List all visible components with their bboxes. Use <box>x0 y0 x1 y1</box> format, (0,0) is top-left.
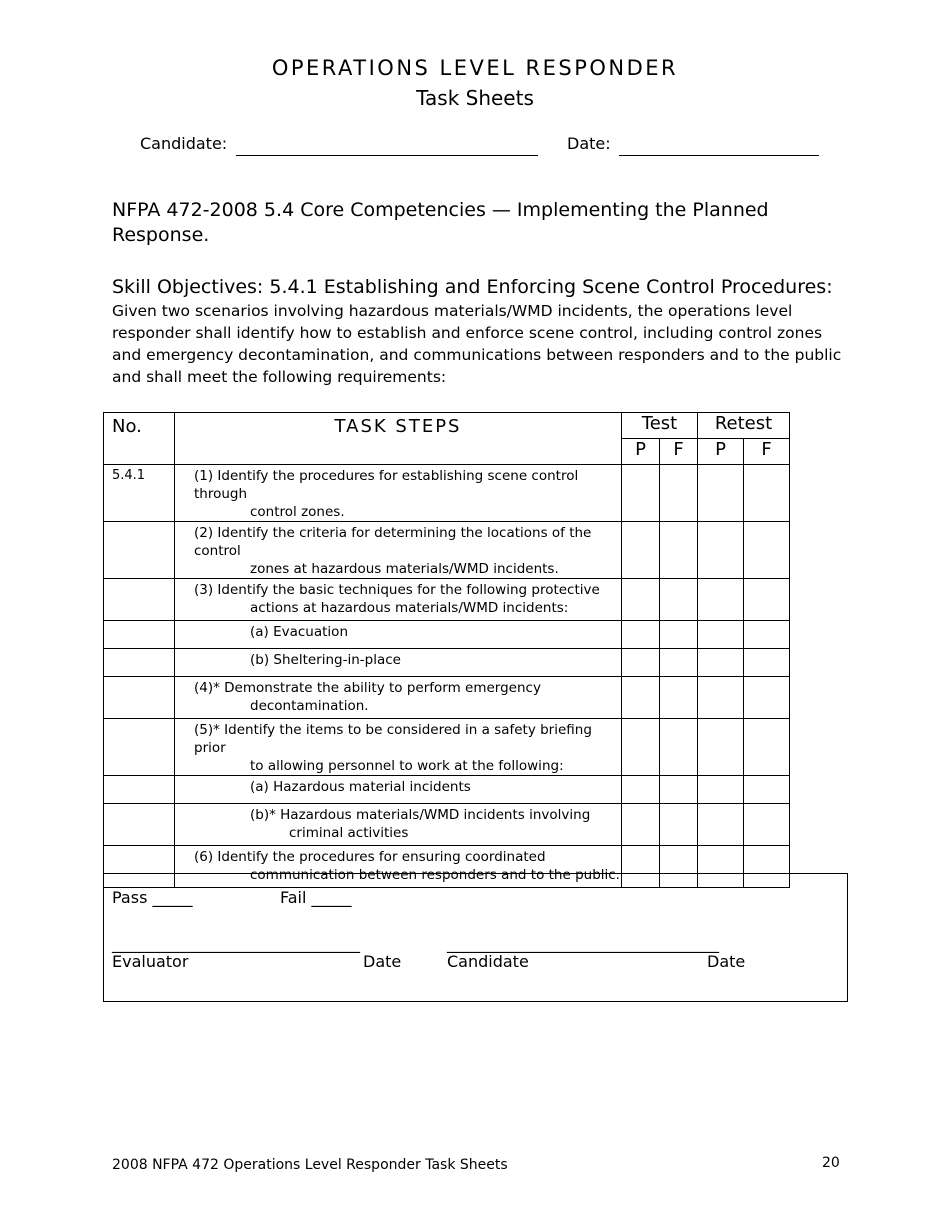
candidate-field[interactable] <box>236 155 538 156</box>
test-pass-cell[interactable] <box>622 776 660 804</box>
test-pass-cell[interactable] <box>622 649 660 677</box>
evaluator-signature-line[interactable]: _______________________________ <box>112 934 360 953</box>
page-subtitle: Task Sheets <box>416 86 534 110</box>
col-header-task-steps: TASK STEPS <box>175 413 622 465</box>
table-row <box>104 621 790 649</box>
table-row <box>104 649 790 677</box>
retest-fail-cell[interactable] <box>744 776 790 804</box>
test-pass-cell[interactable] <box>622 522 660 579</box>
retest-pass-cell[interactable] <box>698 522 744 579</box>
col-header-no: No. <box>104 413 175 465</box>
table-row <box>104 804 790 846</box>
step-number: 5.4.1 <box>104 465 175 522</box>
table-row <box>104 719 790 776</box>
test-pass-cell[interactable] <box>622 719 660 776</box>
page-number: 20 <box>822 1155 840 1171</box>
skill-objectives-text: Given two scenarios involving hazardous materials/WMD incidents, the operations level responder shall identify how to establish and enforce scene control, including control zones and emergency decontamination, and communications between responders and to the public and shall meet the following requirements: <box>112 302 842 386</box>
step-text: (4)* Demonstrate the ability to perform emergency decontamination. <box>175 677 622 719</box>
retest-pass-cell[interactable] <box>698 776 744 804</box>
evaluator-label: Evaluator <box>112 952 189 971</box>
task-steps-table <box>103 412 790 888</box>
step-number <box>104 522 175 579</box>
candidate-signature-line[interactable]: __________________________________ <box>447 934 719 953</box>
table-row <box>104 522 790 579</box>
col-header-test-pass: P <box>622 439 660 465</box>
test-fail-cell[interactable] <box>660 804 698 846</box>
retest-fail-cell[interactable] <box>744 719 790 776</box>
step-text: (6) Identify the procedures for ensuring coordinated communication between responders and to the public. <box>175 846 622 888</box>
pass-field[interactable]: Pass _____ <box>112 888 193 907</box>
step-number <box>104 677 175 719</box>
step-number <box>104 621 175 649</box>
test-fail-cell[interactable] <box>660 649 698 677</box>
table-row <box>104 776 790 804</box>
col-header-retest-pass: P <box>698 439 744 465</box>
step-text: (2) Identify the criteria for determining the locations of the control zones at hazardous materials/WMD incidents. <box>175 522 622 579</box>
retest-fail-cell[interactable] <box>744 804 790 846</box>
test-fail-cell[interactable] <box>660 776 698 804</box>
retest-fail-cell[interactable] <box>744 522 790 579</box>
test-pass-cell[interactable] <box>622 677 660 719</box>
retest-pass-cell[interactable] <box>698 621 744 649</box>
retest-pass-cell[interactable] <box>698 465 744 522</box>
retest-fail-cell[interactable] <box>744 677 790 719</box>
date-label: Date: <box>567 134 611 153</box>
date-field[interactable] <box>619 155 819 156</box>
step-number <box>104 804 175 846</box>
retest-fail-cell[interactable] <box>744 649 790 677</box>
signoff-box <box>103 873 848 1002</box>
step-text: (b)* Hazardous materials/WMD incidents involving criminal activities <box>175 804 622 846</box>
table-row <box>104 465 790 522</box>
test-pass-cell[interactable] <box>622 579 660 621</box>
test-fail-cell[interactable] <box>660 677 698 719</box>
test-pass-cell[interactable] <box>622 465 660 522</box>
competency-heading: NFPA 472-2008 5.4 Core Competencies — Implementing the Planned Response. <box>112 199 769 246</box>
retest-pass-cell[interactable] <box>698 649 744 677</box>
test-fail-cell[interactable] <box>660 719 698 776</box>
skill-objectives-heading: Skill Objectives: 5.4.1 Establishing and Enforcing Scene Control Procedures: <box>112 276 833 298</box>
retest-fail-cell[interactable] <box>744 621 790 649</box>
test-fail-cell[interactable] <box>660 465 698 522</box>
test-fail-cell[interactable] <box>660 522 698 579</box>
retest-fail-cell[interactable] <box>744 465 790 522</box>
candidate-date-label: Date <box>707 952 746 971</box>
col-header-test-fail: F <box>660 439 698 465</box>
step-text: (b) Sheltering-in-place <box>175 649 622 677</box>
step-number <box>104 649 175 677</box>
step-text: (3) Identify the basic techniques for the following protective actions at hazardous materials/WMD incidents: <box>175 579 622 621</box>
step-number <box>104 776 175 804</box>
retest-fail-cell[interactable] <box>744 579 790 621</box>
retest-pass-cell[interactable] <box>698 579 744 621</box>
step-text: (a) Hazardous material incidents <box>175 776 622 804</box>
footer-text: 2008 NFPA 472 Operations Level Responder Task Sheets <box>112 1157 508 1173</box>
test-pass-cell[interactable] <box>622 804 660 846</box>
evaluator-date-label: Date <box>363 952 402 971</box>
step-number <box>104 579 175 621</box>
test-fail-cell[interactable] <box>660 579 698 621</box>
step-text: (5)* Identify the items to be considered in a safety briefing prior to allowing personnel to work at the following: <box>175 719 622 776</box>
fail-field[interactable]: Fail _____ <box>280 888 352 907</box>
step-text: (a) Evacuation <box>175 621 622 649</box>
candidate-label: Candidate <box>447 952 529 971</box>
retest-pass-cell[interactable] <box>698 719 744 776</box>
step-number <box>104 719 175 776</box>
retest-pass-cell[interactable] <box>698 677 744 719</box>
test-fail-cell[interactable] <box>660 621 698 649</box>
test-pass-cell[interactable] <box>622 621 660 649</box>
step-text: (1) Identify the procedures for establishing scene control through control zones. <box>175 465 622 522</box>
table-row <box>104 579 790 621</box>
col-header-test: Test <box>622 413 698 439</box>
table-row <box>104 677 790 719</box>
candidate-label: Candidate: <box>140 134 228 153</box>
col-header-retest-fail: F <box>744 439 790 465</box>
retest-pass-cell[interactable] <box>698 804 744 846</box>
col-header-retest: Retest <box>698 413 790 439</box>
page-title: OPERATIONS LEVEL RESPONDER <box>271 56 679 80</box>
